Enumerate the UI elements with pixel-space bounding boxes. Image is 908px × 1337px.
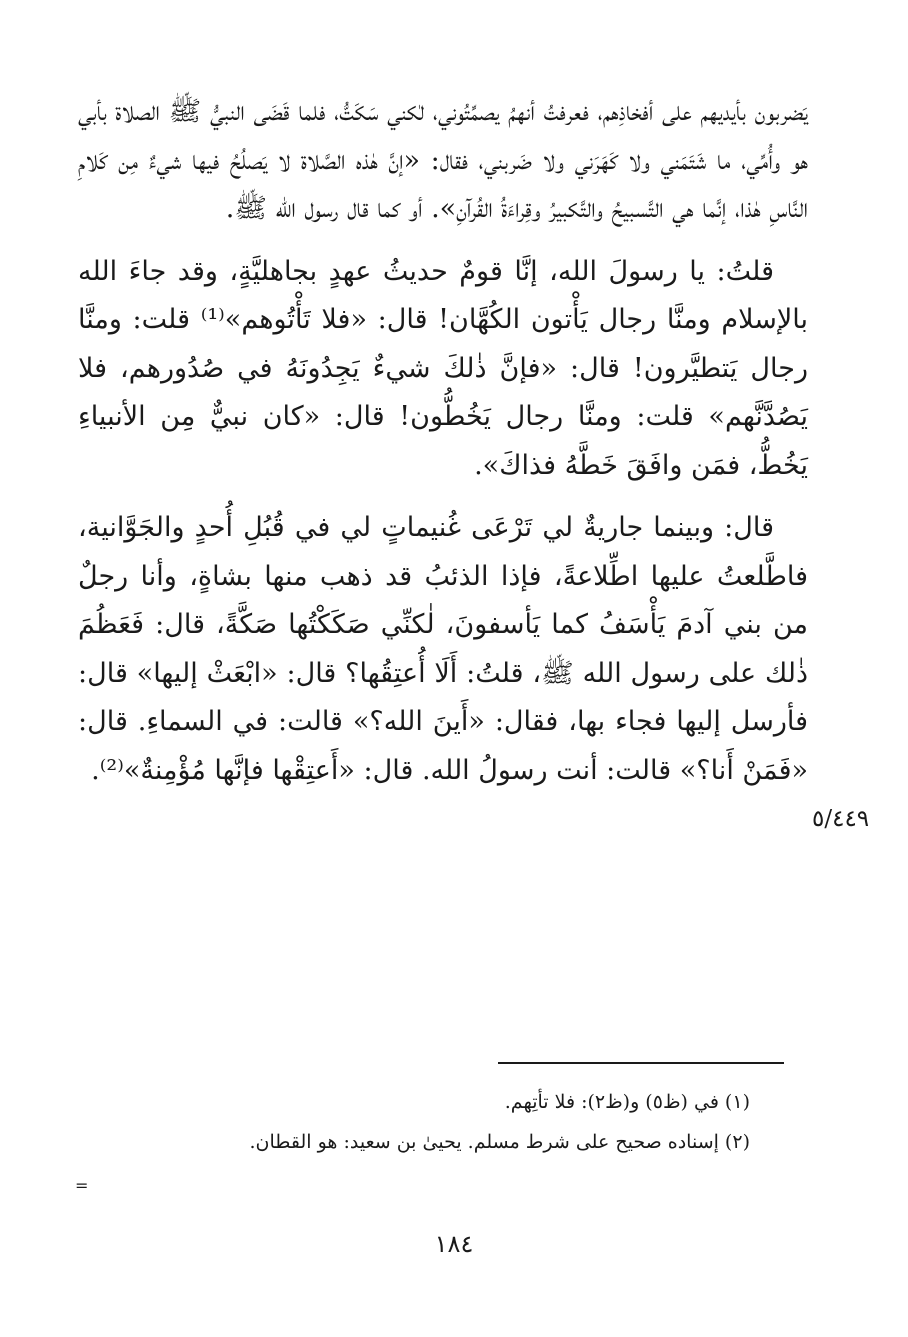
footnote-2: (٢) إسناده صحيح على شرط مسلم. يحيىٰ بن سعيد: هو القطان. <box>249 1131 750 1153</box>
continuation-mark: = <box>75 1176 89 1195</box>
page-number: ١٨٤ <box>434 1230 474 1258</box>
footnote-1: (١) في (ظ٥) و(ظ٢): فلا تأتِهم. <box>504 1091 750 1113</box>
footnotes <box>150 1082 750 1162</box>
margin-reference: ٥/٤٤٩ <box>812 806 870 832</box>
paragraph-2: قلتُ: يا رسولَ الله، إنَّا قومٌ حديثُ عهدٍ بجاهليَّةٍ، وقد جاءَ الله بالإسلام ومنَّا رجال يَأْتون الكُهَّان! قال: «فلا تَأْتُوهم»⁽¹⁾ قلت: ومنَّا رجال يَتطيَّرون! قال: «فإنَّ ذٰلكَ شيءٌ يَجِدُونَهُ في صُدُورهم، فلا يَصُدَّنَّهم» قلت: ومنَّا رجال يَخُطُّون! قال: «كان نبيٌّ مِن الأنبياءِ يَخُطُّ، فمَن وافَقَ خَطَّهُ فذاكَ». <box>78 255 808 481</box>
footnote-separator <box>498 1062 784 1064</box>
paragraph-3: قال: وبينما جاريةٌ لي تَرْعَى غُنيماتٍ لي في قُبُلِ أُحدٍ والجَوَّانية، فاطَّلعتُ عليها اطِّلاعةً، فإذا الذئبُ قد ذهب منها بشاةٍ، وأنا رجلٌ من بني آدمَ يَأْسَفُ كما يَأسفونَ، لٰكنِّي صَكَكْتُها صَكَّةً، قال: فَعَظُمَ ذٰلك على رسول الله ﷺ، قلتُ: أَلَا أُعتِقُها؟ قال: «ابْعَثْ إليها» قال: فأرسل إليها فجاء بها، فقال: «أَينَ الله؟» قالت: في السماءِ. قال: «فَمَنْ أَنا؟» قالت: أنت رسولُ الله. قال: «أَعتِقْها فإنَّها مُؤْمِنةٌ»⁽²⁾. <box>78 512 808 786</box>
main-text-block <box>78 88 808 809</box>
paragraph-1: يَضربون بأيديهم على أفخاذِهم، فعرفتُ أنهمُ يصمِّتُوني، لٰكني سَكَتُّ، فلما قَضَى النبيُّ ﷺ الصلاة بأبي هو وأُمِّي، ما شَتَمَني ولا كَهَرَني ولا ضَربني، فقال: «إنَّ هٰذه الصَّلاة لا يَصلُحُ فيها شيءٌ مِن كَلامِ النَّاسِ هٰذا، إنَّما هي التَّسبيحُ والتَّكبيرُ وقِراءَةُ القُرآنِ». أو كما قال رسول الله ﷺ. <box>78 96 808 224</box>
